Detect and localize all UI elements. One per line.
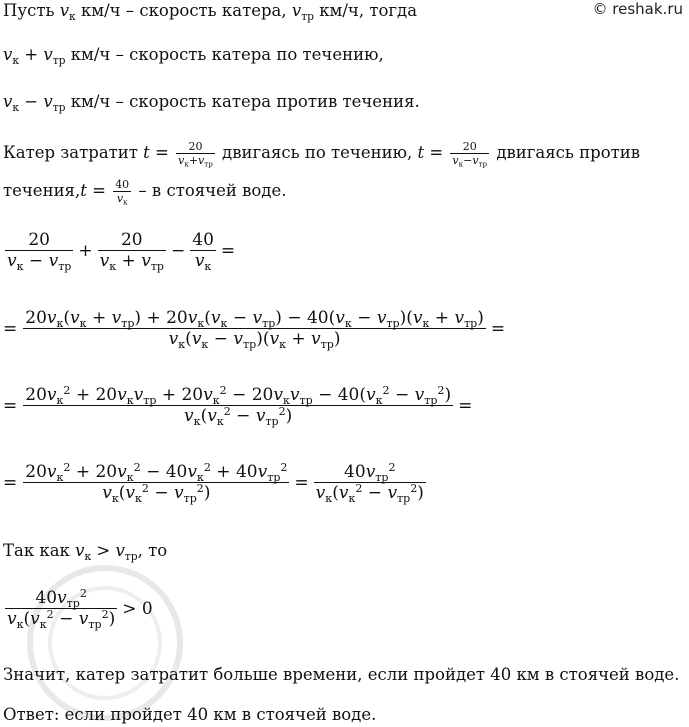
- conclusion-line: Значит, катер затратит больше времени, если пройдет 40 км в стоячей воде.: [3, 665, 680, 684]
- intro-line: Пусть $v_к$ км/ч – скорость катера, $v_{тр}$ км/ч, тогда: [3, 1, 418, 23]
- reshak-watermark-logo: [10, 548, 200, 723]
- downstream-line: $v_к + v_{тр}$ км/ч – скорость катера по течению,: [3, 45, 384, 67]
- watermark: © reshak.ru: [592, 0, 683, 18]
- time-line-still: течения,t = $\frac{40}{v_к}$ – в стоячей воде.: [3, 178, 287, 207]
- equation-expanded: = $\frac{20v_к^2 + 20v_кv_{тр} + 20v_к^2 - 20v_кv_{тр} - 40(v_к^2 - v_{тр}^2)}{v_к(v_к^2 - v_{тр}^2)}$ =: [3, 383, 473, 428]
- inequality: $\frac{40v_{тр}^2}{v_к(v_к^2 - v_{тр}^2)}$ > 0: [7, 586, 153, 631]
- condition-line: Так как $v_к > v_{тр}$, то: [3, 541, 168, 563]
- answer-line: Ответ: если пройдет 40 км в стоячей воде.: [3, 705, 377, 724]
- equation-simplified: = $\frac{20v_к^2 + 20v_к^2 - 40v_к^2 + 40v_{тр}^2}{v_к(v_к^2 - v_{тр}^2)}$ = $\frac{40v_{тр}^2}{v_к(v_к^2 - v_{тр}^2)}$: [3, 460, 424, 505]
- time-line: Катер затратит t = $\frac{20}{v_к+v_{тр}}$ двигаясь по течению, t = $\frac{20}{v_к-v_{тр}}$ двигаясь против: [3, 140, 641, 169]
- upstream-line: $v_к - v_{тр}$ км/ч – скорость катера против течения.: [3, 92, 420, 114]
- equation-sum: $\frac{20}{v_к - v_{тр}}$ + $\frac{20}{v_к + v_{тр}}$ − $\frac{40}{v_к}$ =: [7, 230, 236, 273]
- equation-common-denominator: = $\frac{20v_к(v_к + v_{тр}) + 20v_к(v_к - v_{тр}) - 40(v_к - v_{тр})(v_к + v_{тр})}{v_к(v_к - v_{тр})(v_к + v_{тр})}$ =: [3, 308, 506, 351]
